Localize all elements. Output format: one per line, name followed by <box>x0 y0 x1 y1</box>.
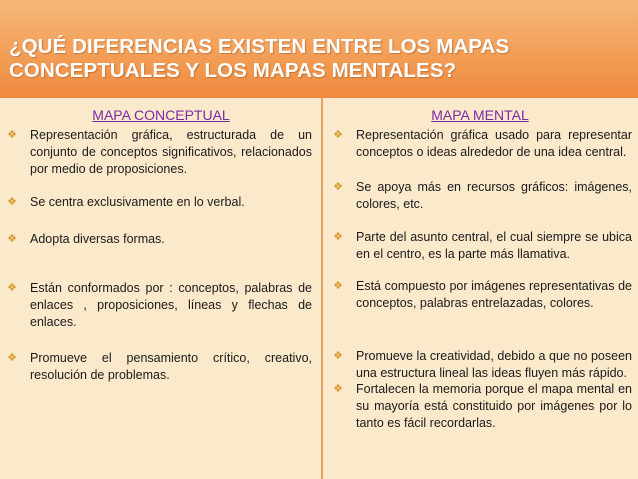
list-item: ❖ Están conformados por : conceptos, palabras de enlaces , proposiciones, líneas y flechas de enlaces. <box>7 281 312 329</box>
list-item: ❖ Promueve el pensamiento crítico, creativo, resolución de problemas. <box>7 351 312 382</box>
diamond-dots-icon: ❖ <box>333 350 343 362</box>
list-item: ❖ Promueve la creatividad, debido a que no poseen una estructura lineal las ideas fluyen más rápido. <box>333 349 632 380</box>
list-item: ❖ Parte del asunto central, el cual siempre se ubica en el centro, es la parte más llamativa. <box>333 230 632 261</box>
diamond-dots-icon: ❖ <box>7 352 17 364</box>
diamond-dots-icon: ❖ <box>333 280 343 292</box>
diamond-dots-icon: ❖ <box>7 282 17 294</box>
column-heading-conceptual: MAPA CONCEPTUAL <box>92 107 230 123</box>
list-item: ❖ Se apoya más en recursos gráficos: imágenes, colores, etc. <box>333 180 632 211</box>
diamond-dots-icon: ❖ <box>333 129 343 141</box>
diamond-dots-icon: ❖ <box>7 196 17 208</box>
column-heading-mental: MAPA MENTAL <box>431 107 529 123</box>
diamond-dots-icon: ❖ <box>7 129 17 141</box>
page-title: ¿QUÉ DIFERENCIAS EXISTEN ENTRE LOS MAPAS CONCEPTUALES Y LOS MAPAS MENTALES? <box>9 35 510 82</box>
column-mapa-mental <box>322 98 638 479</box>
list-item: ❖ Representación gráfica usado para representar conceptos o ideas alrededor de una idea central. <box>333 128 632 159</box>
diamond-dots-icon: ❖ <box>333 181 343 193</box>
diamond-dots-icon: ❖ <box>333 231 343 243</box>
list-item: ❖ Está compuesto por imágenes representativas de conceptos, palabras entrelazadas, colores. <box>333 279 632 310</box>
title-banner <box>0 0 638 98</box>
list-item: ❖ Se centra exclusivamente en lo verbal. <box>7 195 245 209</box>
list-item: ❖ Representación gráfica, estructurada de un conjunto de conceptos significativos, relacionados por medio de proposiciones. <box>7 128 312 176</box>
list-item: ❖ Fortalecen la memoria porque el mapa mental en su mayoría está constituido por imágenes por lo tanto es fácil recordarlas. <box>333 382 632 430</box>
list-item: ❖ Adopta diversas formas. <box>7 232 165 246</box>
diamond-dots-icon: ❖ <box>333 383 343 395</box>
diamond-dots-icon: ❖ <box>7 233 17 245</box>
column-mapa-conceptual <box>0 98 322 479</box>
comparison-table <box>0 98 638 479</box>
